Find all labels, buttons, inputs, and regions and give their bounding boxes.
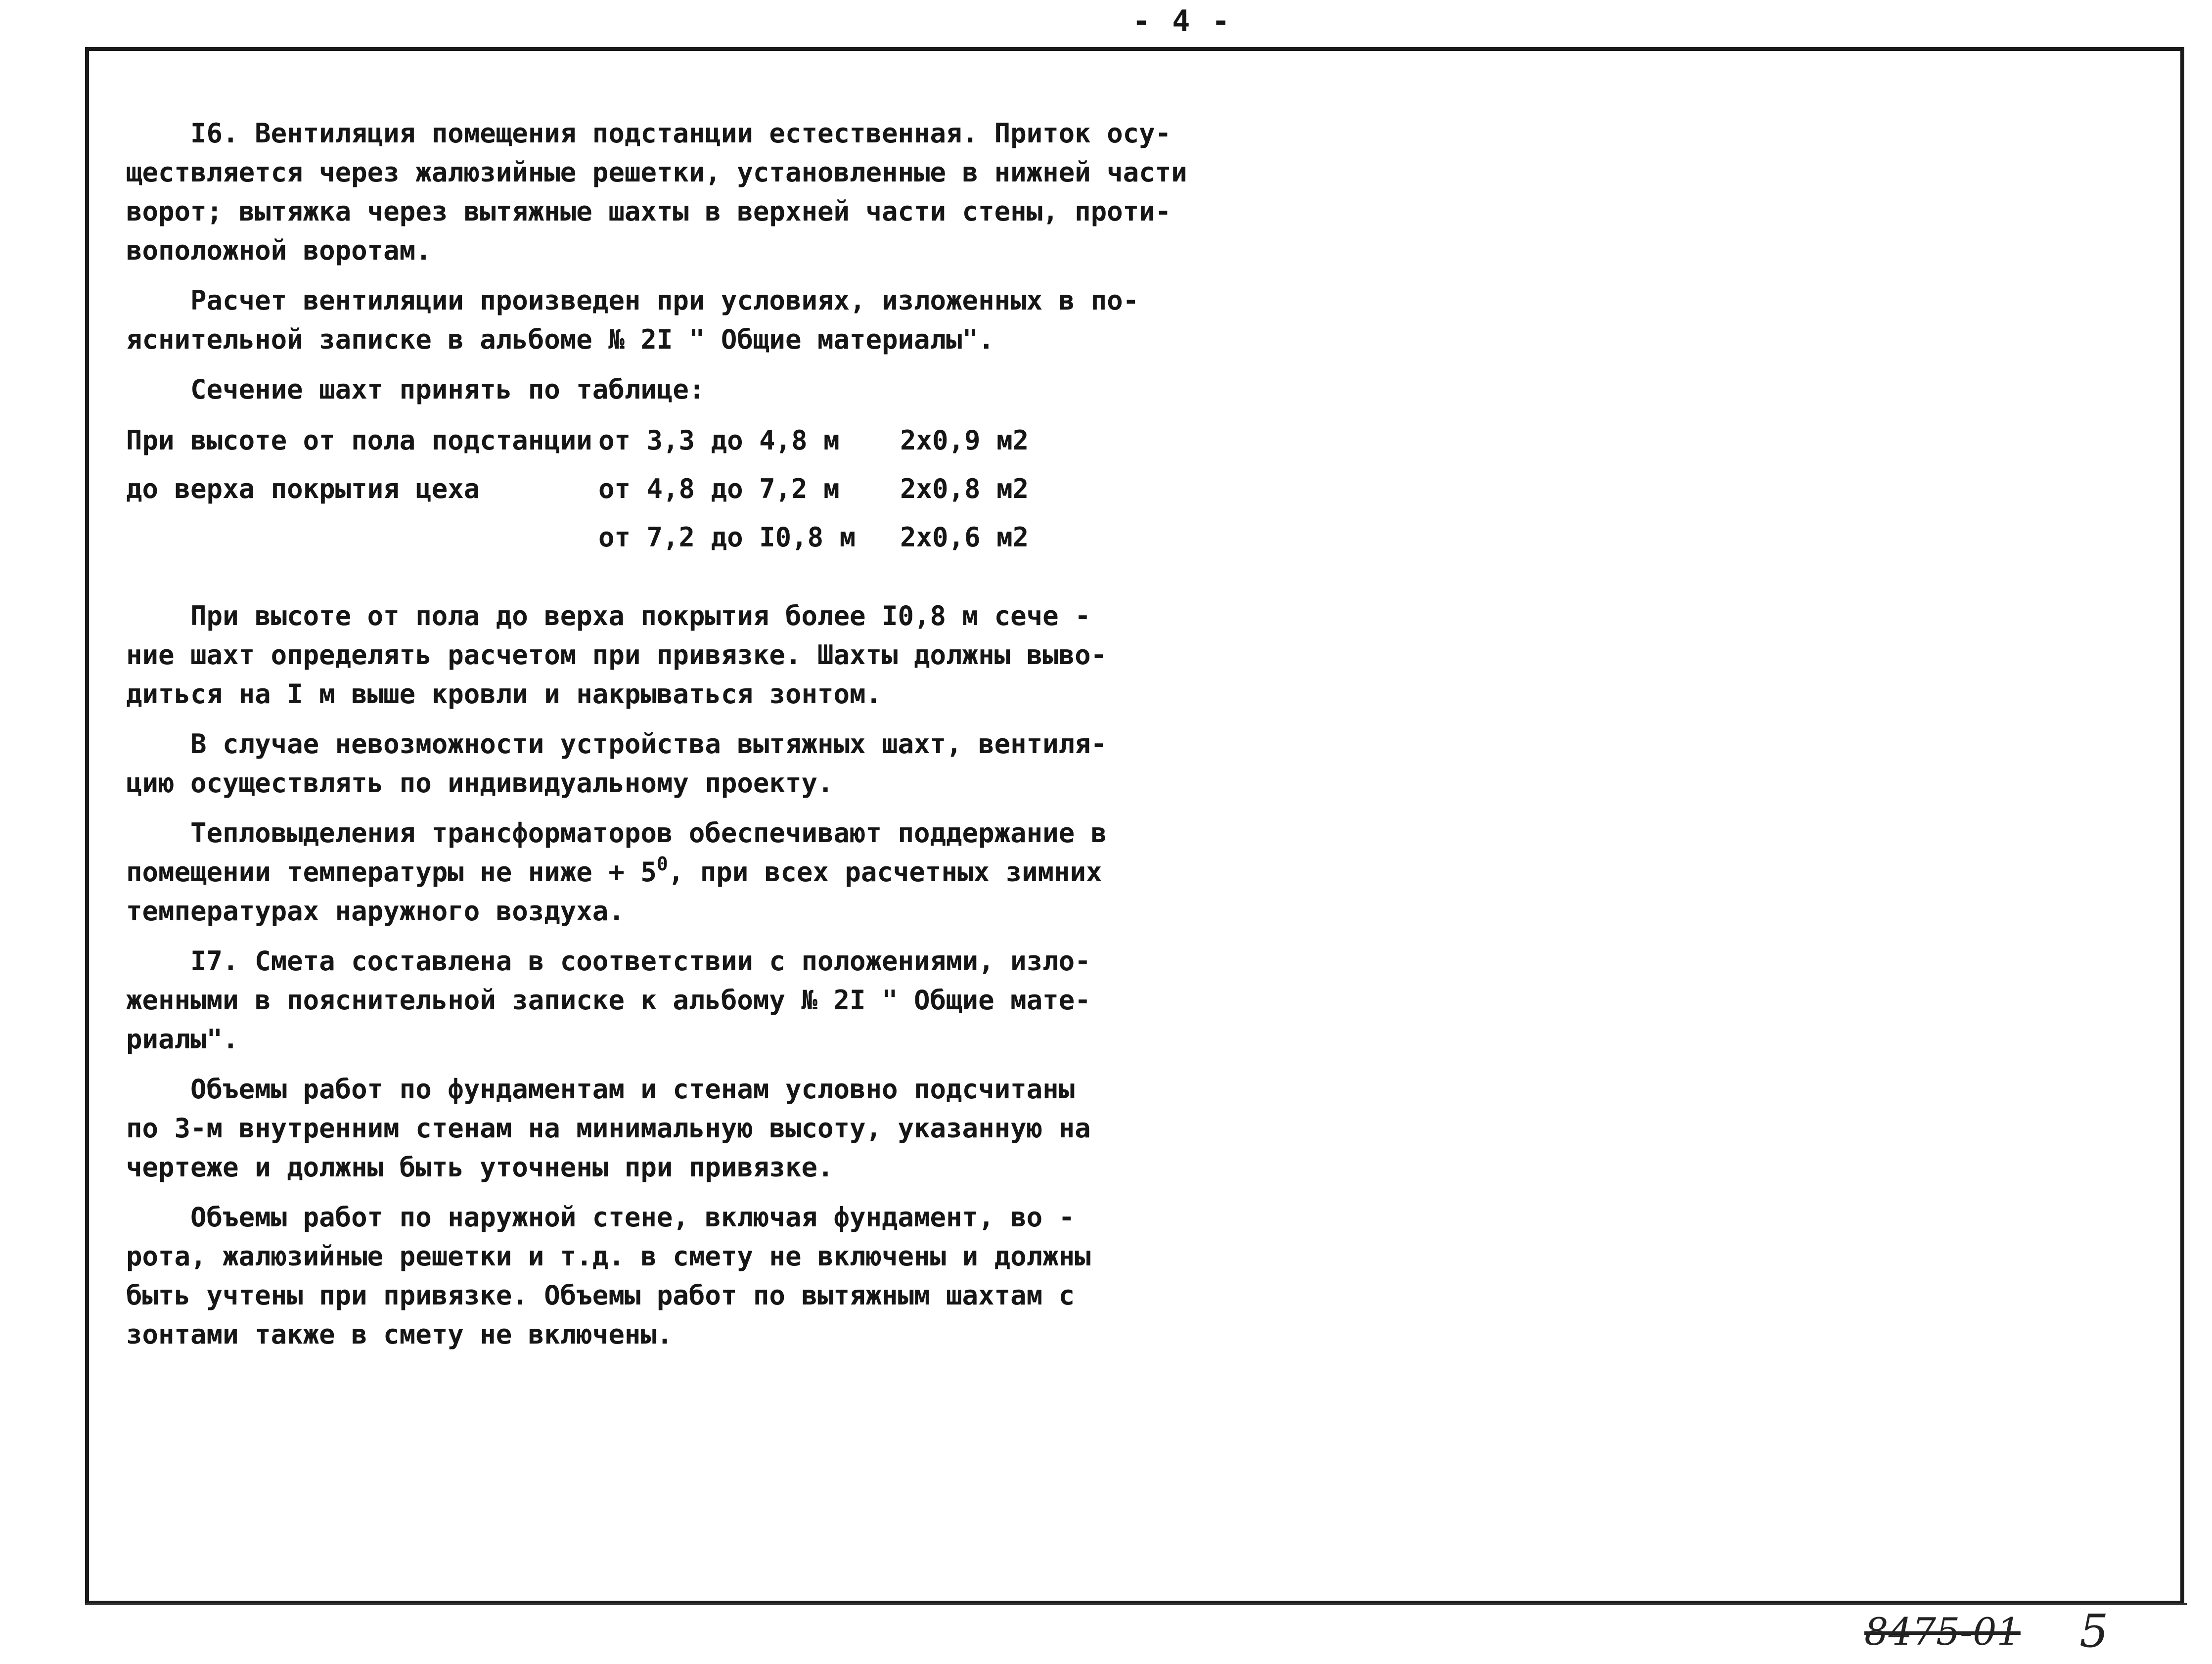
table-cell-condition: [126, 518, 598, 557]
volumes-line: по 3-м внутренним стенам на минимальную высоту, указанную на: [126, 1113, 1091, 1144]
impossible-case-line: В случае невозможности устройства вытяжных шахт, вентиля-: [126, 728, 1107, 760]
above-height-line: диться на I м выше кровли и накрываться зонтом.: [126, 678, 882, 710]
table-cell-condition: до верха покрытия цеха: [126, 473, 480, 504]
table-cell-section: 2х0,8 м2: [900, 473, 1029, 504]
table-cell-range: от 3,3 до 4,8 м: [598, 425, 840, 456]
heat-release-text: , при всех расчетных зимних: [668, 856, 1102, 888]
outer-wall-line: зонтами также в смету не включены.: [126, 1319, 673, 1350]
paragraph-17-line: риалы".: [126, 1024, 239, 1055]
outer-wall-line: Объемы работ по наружной стене, включая фундамент, во -: [126, 1202, 1075, 1233]
paragraph-16-line: ществляется через жалюзийные решетки, установленные в нижней части: [126, 157, 1187, 188]
paragraph-16-line: воположной воротам.: [126, 235, 432, 266]
volumes-line: чертеже и должны быть уточнены при привязке.: [126, 1152, 834, 1183]
paragraph-16-line: ворот; вытяжка через вытяжные шахты в верхней части стены, проти-: [126, 196, 1172, 227]
section-intro: Сечение шахт принять по таблице:: [126, 374, 705, 405]
table-cell-section: 2х0,6 м2: [900, 522, 1029, 553]
outer-wall-line: быть учтены при привязке. Объемы работ по вытяжным шахтам с: [126, 1280, 1075, 1311]
paragraph-16-line: I6. Вентиляция помещения подстанции естественная. Приток осу-: [126, 118, 1172, 149]
heat-release-line: Тепловыделения трансформаторов обеспечивают поддержание в: [126, 817, 1107, 849]
volumes-line: Объемы работ по фундаментам и стенам условно подсчитаны: [126, 1074, 1075, 1105]
above-height-line: ние шахт определять расчетом при привязке. Шахты должны выво-: [126, 639, 1107, 671]
outer-wall-line: рота, жалюзийные решетки и т.д. в смету не включены и должны: [126, 1241, 1091, 1272]
paragraph-17-line: женными в пояснительной записке к альбому № 2I " Общие мате-: [126, 985, 1091, 1016]
handwritten-stamp: [1864, 1610, 2021, 1654]
table-cell-range: от 7,2 до I0,8 м: [598, 522, 856, 553]
stamp-number: 8475-01: [1864, 1610, 2021, 1654]
heat-release-line: температурах наружного воздуха.: [126, 896, 625, 927]
heat-release-line: [126, 853, 1165, 892]
paragraph-17-line: I7. Смета составлена в соответствии с положениями, изло-: [126, 945, 1091, 977]
document-body: [126, 114, 1187, 1354]
table-cell-condition: При высоте от пола подстанции: [126, 425, 592, 456]
calc-paragraph-line: Расчет вентиляции произведен при условиях, изложенных в по-: [126, 285, 1139, 316]
impossible-case-line: цию осуществлять по индивидуальному проекту.: [126, 767, 834, 799]
table-cell-section: 2х0,9 м2: [900, 425, 1029, 456]
table-cell-range: от 4,8 до 7,2 м: [598, 473, 840, 504]
frame-bottom-line: [85, 1603, 2187, 1605]
degree-superscript: 0: [656, 853, 668, 875]
handwritten-sheet-number: 5: [2079, 1605, 2109, 1658]
shaft-section-table: [126, 421, 1165, 557]
above-height-line: При высоте от пола до верха покрытия более I0,8 м сече -: [126, 600, 1091, 631]
page-number: - 4 -: [1132, 4, 1232, 39]
heat-release-text: помещении температуры не ниже + 5: [126, 856, 657, 888]
calc-paragraph-line: яснительной записке в альбоме № 2I " Общие материалы".: [126, 324, 994, 355]
